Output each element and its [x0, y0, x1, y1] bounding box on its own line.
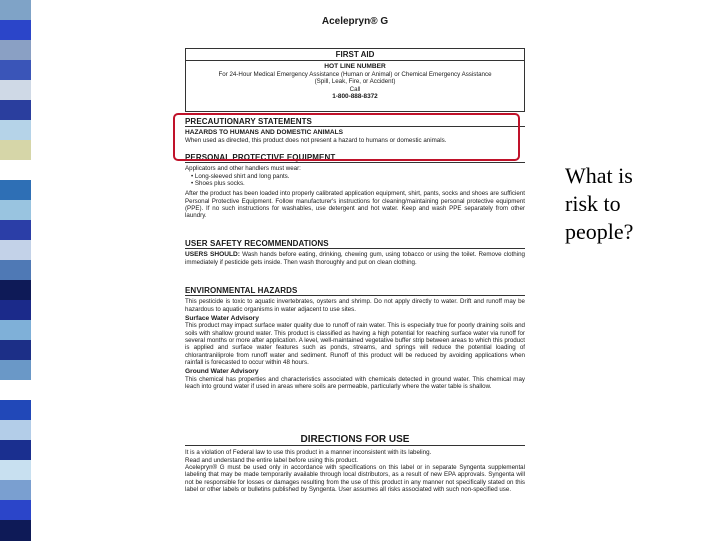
- directions-title: DIRECTIONS FOR USE: [185, 436, 525, 446]
- stripe-block: [0, 400, 31, 421]
- first-aid-title: FIRST AID: [186, 49, 524, 61]
- highlight-box: [173, 113, 520, 161]
- stripe-block: [0, 520, 31, 541]
- directions-section: [185, 436, 525, 493]
- user-safety-section: [185, 240, 525, 266]
- ppe-bullet1: • Long-sleeved shirt and long pants.: [191, 172, 290, 180]
- surface-water-title: Surface Water Advisory: [185, 315, 259, 322]
- stripe-block: [0, 140, 31, 161]
- stripe-block: [0, 260, 31, 281]
- stripe-block: [0, 480, 31, 501]
- environmental-section: [185, 287, 525, 390]
- environmental-title: ENVIRONMENTAL HAZARDS: [185, 287, 525, 296]
- user-safety-text: Wash hands before eating, drinking, chewing gum, using tobacco or using the toilet. Remove clothing immediately if pesticide gets inside. Then wash thoroughly and put on clean clothing.: [185, 251, 525, 266]
- directions-line1: It is a violation of Federal law to use this product in a manner inconsistent with its labeling.: [185, 449, 432, 457]
- stripe-block: [0, 20, 31, 41]
- stripe-block: [0, 100, 31, 121]
- ground-water-title: Ground Water Advisory: [185, 368, 259, 376]
- user-safety-lead: USERS SHOULD:: [185, 251, 241, 259]
- ground-water-text: This chemical has properties and characteristics associated with chemicals detected in ground water. This chemical may leach into ground water if used in areas where soils are permeable, particularly where the water table is shallow.: [185, 375, 525, 390]
- ppe-line1: Applicators and other handlers must wear:: [185, 165, 301, 173]
- first-aid-box: [185, 48, 525, 112]
- decorative-stripe: [0, 0, 31, 540]
- stripe-block: [0, 320, 31, 341]
- environmental-text: This pesticide is toxic to aquatic invertebrates, oysters and shrimp. Do not apply directly to water. Drift and runoff may be hazardous to aquatic organisms in water adjacent to use sites.: [185, 298, 525, 313]
- stripe-block: [0, 160, 31, 181]
- ppe-section: [185, 154, 525, 219]
- stripe-block: [0, 240, 31, 261]
- surface-water-text: This product may impact surface water quality due to runoff of rain water. This is especially true for poorly draining soils and soils with shallow ground water. This product is classified as having a high potential for reaching surface water via runoff for several months or more after application. A level, well-maintained vegetative buffer strip between areas to which this product is applied and surface water features such as ponds, streams, and springs will reduce the potential loading of chlorantraniliprole from runoff water and sediment. Runoff of this product will be reduced by avoiding applications when rainfall is forecasted to occur within 48 hours.: [185, 322, 525, 366]
- stripe-block: [0, 440, 31, 461]
- hotline-title: HOT LINE NUMBER: [324, 63, 386, 71]
- hazards-title: HAZARDS TO HUMANS AND DOMESTIC ANIMALS: [185, 129, 344, 137]
- product-title: Acelepryn® G: [321, 16, 389, 27]
- stripe-block: [0, 180, 31, 201]
- precautionary-title: PRECAUTIONARY STATEMENTS: [185, 118, 525, 127]
- stripe-block: [0, 460, 31, 481]
- ppe-text: After the product has been loaded into properly calibrated application equipment, shirt, pants, socks and shoes are sufficient Personal Protective Equipment. Follow manufacturer's instructions for cleaning/maintaining personal protective equipment (PPE). If no such instructions for washables, use detergent and hot water. Keep and wash PPE separately from other laundry.: [185, 190, 525, 220]
- hazards-text: When used as directed, this product does not present a hazard to humans or domestic animals.: [185, 136, 447, 144]
- stripe-block: [0, 300, 31, 321]
- stripe-block: [0, 420, 31, 441]
- label-document: [180, 8, 530, 536]
- stripe-block: [0, 380, 31, 401]
- stripe-block: [0, 220, 31, 241]
- ppe-title: PERSONAL PROTECTIVE EQUIPMENT: [185, 154, 525, 163]
- question-text: What is risk to people?: [565, 163, 634, 244]
- hotline-call: Call: [349, 85, 361, 93]
- user-safety-title: USER SAFETY RECOMMENDATIONS: [185, 240, 525, 249]
- stripe-block: [0, 0, 31, 21]
- stripe-block: [0, 200, 31, 221]
- stripe-block: [0, 360, 31, 381]
- hotline-line2: (Spill, Leak, Fire, or Accident): [314, 78, 396, 86]
- stripe-block: [0, 280, 31, 301]
- directions-line2: Read and understand the entire label before using this product.: [185, 456, 359, 464]
- hotline-phone: 1-800-888-8372: [332, 93, 378, 101]
- hotline-line1: For 24-Hour Medical Emergency Assistance (Human or Animal) or Chemical Emergency Assistance: [218, 70, 492, 78]
- stripe-block: [0, 80, 31, 101]
- ppe-bullet2: • Shoes plus socks.: [191, 180, 245, 187]
- stripe-block: [0, 60, 31, 81]
- directions-text: Acelepryn® G must be used only in accordance with specifications on this label or in separate Syngenta supplemental labeling that may be made temporarily available through local distributors, as a result of new EPA approvals. Syngenta will not be responsible for losses or damages resulting from the use of this product in any manner not specifically stated on this label or other labels or bulletins published by Syngenta. User assumes all risks associated with such non-specified use.: [185, 464, 525, 493]
- stripe-block: [0, 500, 31, 521]
- stripe-block: [0, 40, 31, 61]
- stripe-block: [0, 120, 31, 141]
- stripe-block: [0, 340, 31, 361]
